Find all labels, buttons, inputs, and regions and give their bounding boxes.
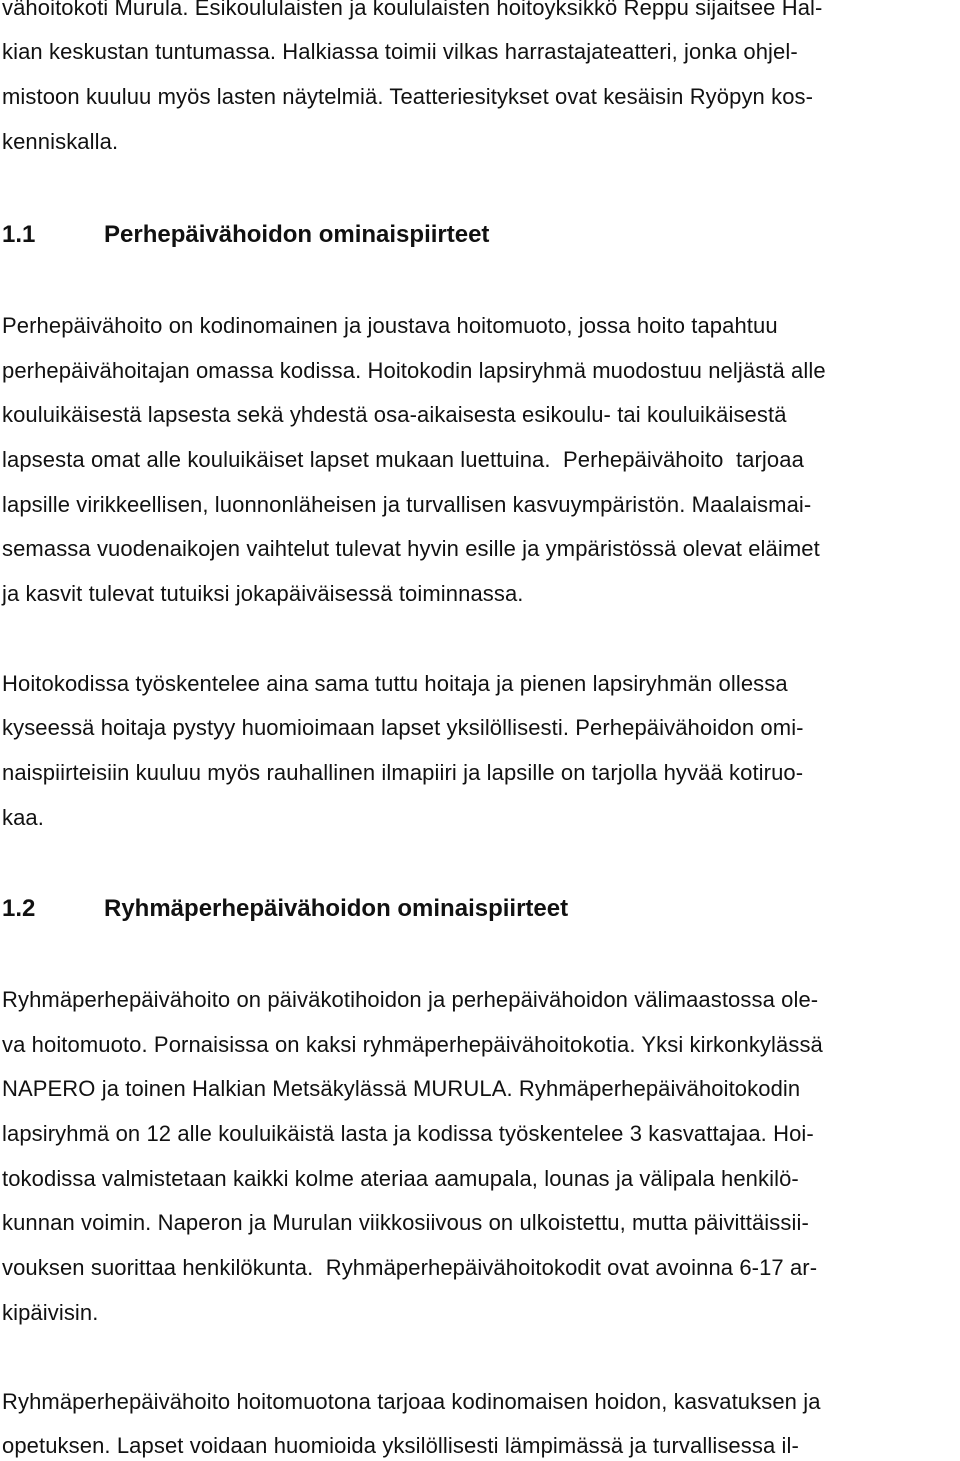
text-line: kipäivisin.	[2, 1300, 99, 1325]
text-line: naispiirteisiin kuuluu myös rauhallinen ilmapiiri ja lapsille on tarjolla hyvää kotiruo-	[2, 760, 804, 785]
text-line: lapsiryhmä on 12 alle kouluikäistä lasta ja kodissa työskentelee 3 kasvattajaa. Hoi-	[2, 1121, 814, 1146]
text-line: vouksen suorittaa henkilökunta. Ryhmäperhepäivähoitokodit ovat avoinna 6-17 ar-	[2, 1255, 818, 1280]
text-line: Ryhmäperhepäivähoito hoitomuotona tarjoaa kodinomaisen hoidon, kasvatuksen ja	[2, 1389, 821, 1414]
text-line: Hoitokodissa työskentelee aina sama tuttu hoitaja ja pienen lapsiryhmän ollessa	[2, 671, 788, 696]
text-line: lapsille virikkeellisen, luonnonläheisen ja turvallisen kasvuympäristön. Maalaismai-	[2, 492, 812, 517]
section-title: Perhepäivähoidon ominaispiirteet	[104, 221, 490, 248]
text-line: tokodissa valmistetaan kaikki kolme ateriaa aamupala, lounas ja välipala henkilö-	[2, 1166, 799, 1191]
text-line: kaa.	[2, 805, 44, 830]
text-line: vähoitokoti Murula. Esikoululaisten ja koululaisten hoitoyksikkö Reppu sijaitsee Hal-	[2, 0, 823, 20]
text-line: kian keskustan tuntumassa. Halkiassa toimii vilkas harrastajateatteri, jonka ohjel-	[2, 39, 798, 64]
section-number: 1.1	[2, 221, 36, 248]
section-heading-1-1	[2, 220, 489, 250]
text-line: ja kasvit tulevat tutuiksi jokapäiväisessä toiminnassa.	[2, 581, 524, 606]
text-line: NAPERO ja toinen Halkian Metsäkylässä MURULA. Ryhmäperhepäivähoitokodin	[2, 1076, 801, 1101]
text-line: va hoitomuoto. Pornaisissa on kaksi ryhmäperhepäivähoitokotia. Yksi kirkonkylässä	[2, 1032, 823, 1057]
text-line: Ryhmäperhepäivähoito on päiväkotihoidon ja perhepäivähoidon välimaastossa ole-	[2, 987, 819, 1012]
text-line: perhepäivähoitajan omassa kodissa. Hoitokodin lapsiryhmä muodostuu neljästä alle	[2, 358, 826, 383]
text-line: opetuksen. Lapset voidaan huomioida yksilöllisesti lämpimässä ja turvallisessa il-	[2, 1433, 799, 1458]
section-title: Ryhmäperhepäivähoidon ominaispiirteet	[104, 895, 569, 922]
text-line: mistoon kuuluu myös lasten näytelmiä. Teatteriesitykset ovat kesäisin Ryöpyn kos-	[2, 84, 814, 109]
text-line: semassa vuodenaikojen vaihtelut tulevat hyvin esille ja ympäristössä olevat eläimet	[2, 536, 820, 561]
section-heading-1-2	[2, 894, 568, 924]
text-line: Perhepäivähoito on kodinomainen ja joustava hoitomuoto, jossa hoito tapahtuu	[2, 313, 778, 338]
text-line: kunnan voimin. Naperon ja Murulan viikkosiivous on ulkoistettu, mutta päivittäissii-	[2, 1210, 809, 1235]
text-line: kyseessä hoitaja pystyy huomioimaan lapset yksilöllisesti. Perhepäivähoidon omi-	[2, 715, 804, 740]
text-line: kouluikäisestä lapsesta sekä yhdestä osa-aikaisesta esikoulu- tai kouluikäisestä	[2, 402, 787, 427]
text-line: lapsesta omat alle kouluikäiset lapset mukaan luettuina. Perhepäivähoito tarjoaa	[2, 447, 804, 472]
text-line: kenniskalla.	[2, 129, 119, 154]
section-number: 1.2	[2, 895, 36, 922]
